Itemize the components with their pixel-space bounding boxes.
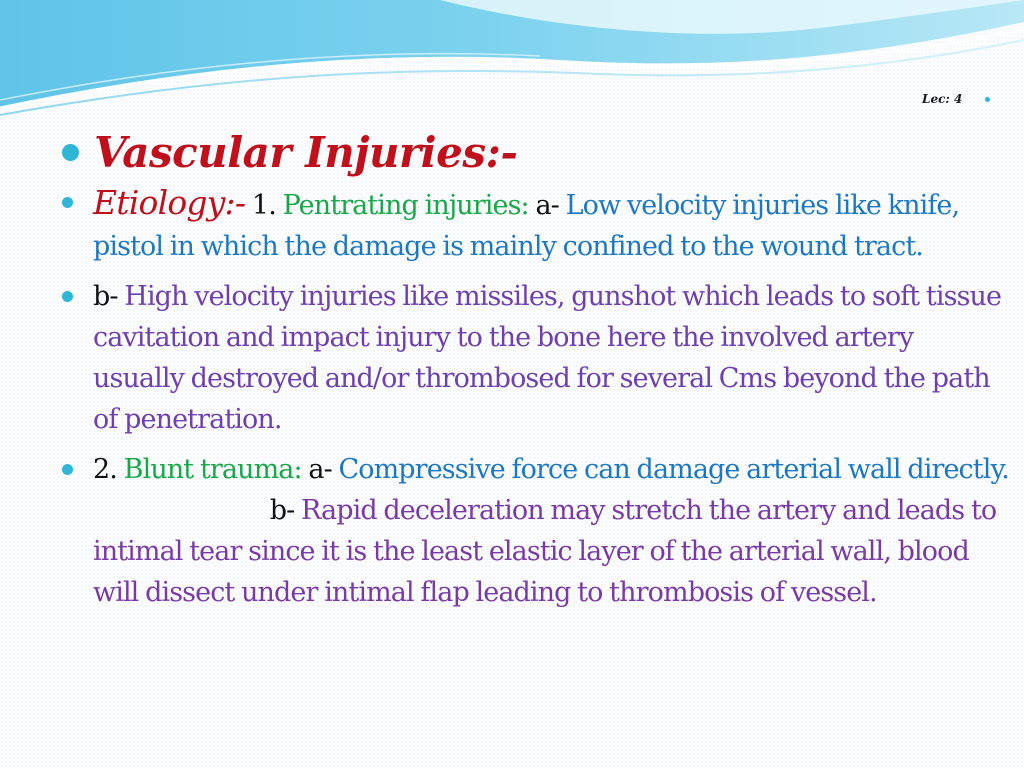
bullet-icon [62,291,73,302]
lecture-label: Lec: 4 [922,92,963,106]
etiology-number: 1. [251,190,276,221]
high-velocity-text: High velocity injuries like missiles, gunshot which leads to soft tissue cavitation and impact injury to the bone here the involved artery usually destroyed and/or thrombosed for several Cms beyond the path of penetration. [93,281,1002,435]
bullet-etiology [60,182,1010,267]
slide-content [60,124,1010,613]
title-bullet-icon [62,144,79,161]
blunt-text-a: Compressive force can damage arterial wall directly. [338,454,1009,485]
title-text: Vascular Injuries:- [94,128,518,177]
etiology-category: Pentrating injuries: [282,190,529,221]
bullet-icon [62,197,73,208]
blunt-number: 2. [93,454,117,485]
bullet-high-velocity [60,276,1010,440]
etiology-heading: Etiology:- [93,183,246,222]
etiology-text: Low velocity injuries like knife, pistol in which the damage is mainly confined to the wound tract. [93,190,960,262]
high-velocity-sub-label: b- [93,281,118,312]
header-wave-decoration [0,0,1024,120]
etiology-sub-label: a- [535,190,559,221]
blunt-text-b: Rapid deceleration may stretch the artery and leads to intimal tear since it is the least elastic layer of the arterial wall, blood will dissect under intimal flap leading to thrombosis of vessel. [93,495,997,608]
blunt-sub-b-label: b- [269,495,295,526]
blunt-category: Blunt trauma: [123,454,302,485]
lecture-dot-icon [985,97,990,102]
blunt-sub-a-label: a- [308,454,332,485]
bullet-icon [62,464,73,475]
bullet-blunt-trauma [60,449,1010,613]
slide-title [60,124,1010,182]
